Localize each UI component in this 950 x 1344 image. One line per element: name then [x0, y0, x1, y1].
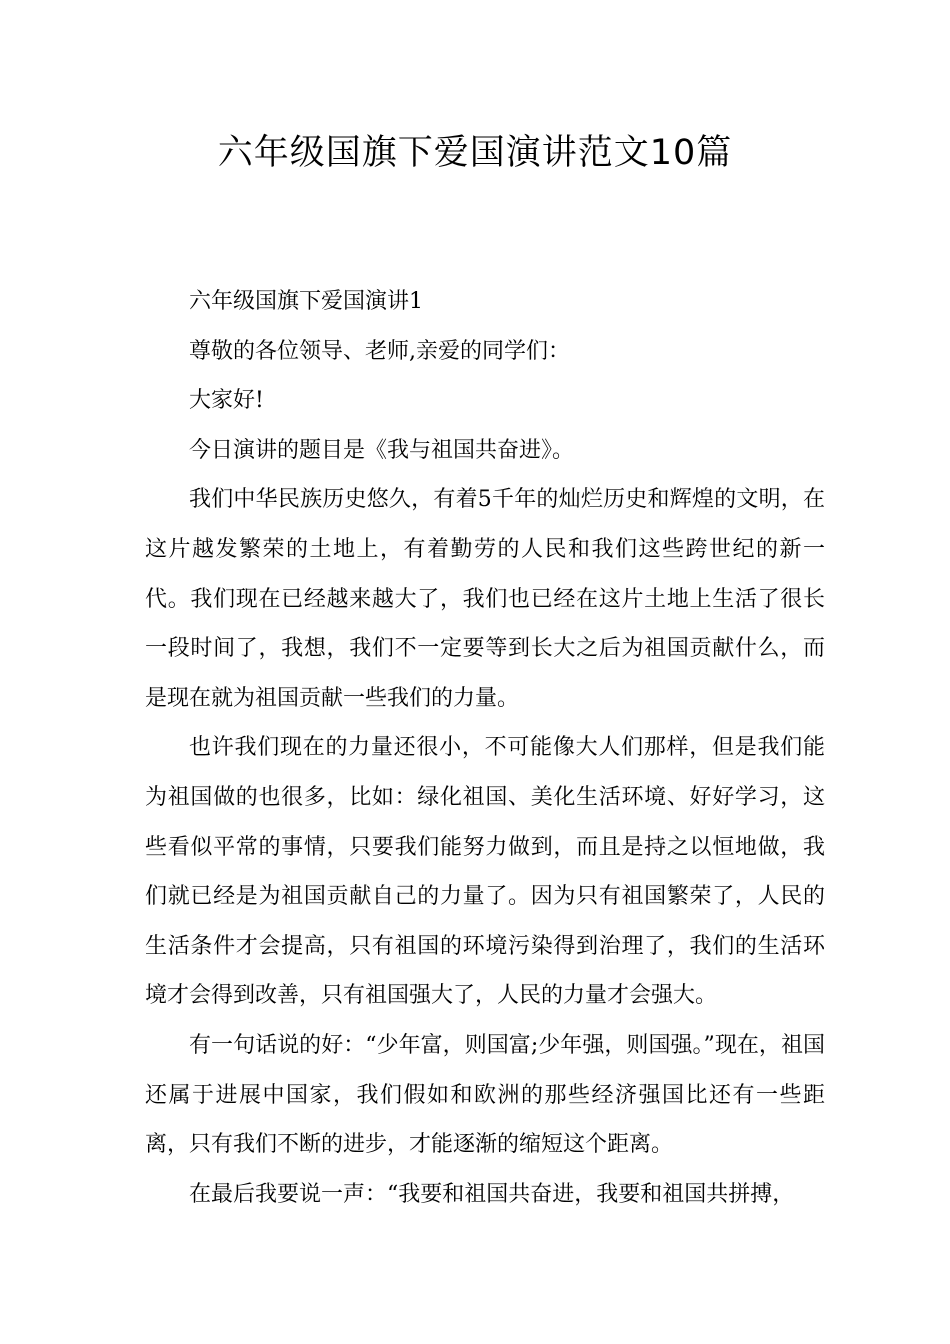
document-title: 六年级国旗下爱国演讲范文10篇	[217, 133, 733, 173]
paragraph-topic: 今日演讲的题目是《我与祖国共奋进》。	[189, 437, 575, 463]
document-body	[145, 277, 825, 1219]
paragraph: 我们中华民族历史悠久，有着5千年的灿烂历史和辉煌的文明，在这片越发繁荣的土地上，有着勤劳的人民和我们这些跨世纪的新一代。我们现在已经越来越大了，我们也已经在这片土地上生活了很长一段时间了，我想，我们不一定要等到长大之后为祖国贡献什么，而是现在就为祖国贡献一些我们的力量。	[145, 487, 825, 711]
paragraph: 也许我们现在的力量还很小，不可能像大人们那样，但是我们能为祖国做的也很多，比如：绿化祖国、美化生活环境、好好学习，这些看似平常的事情，只要我们能努力做到，而且是持之以恒地做，我们就已经是为祖国贡献自己的力量了。因为只有祖国繁荣了，人民的生活条件才会提高，只有祖国的环境污染得到治理了，我们的生活环境才会得到改善，只有祖国强大了，人民的力量才会强大。	[145, 735, 825, 1009]
paragraph-greeting: 大家好!	[189, 388, 264, 414]
paragraph: 有一句话说的好：“少年富，则国富;少年强，则国强。”现在，祖国还属于进展中国家，我们假如和欧洲的那些经济强国比还有一些距离，只有我们不断的进步，才能逐渐的缩短这个距离。	[145, 1032, 825, 1158]
paragraph: 在最后我要说一声：“我要和祖国共奋进，我要和祖国共拼搏，	[189, 1181, 795, 1207]
paragraph-heading: 六年级国旗下爱国演讲1	[189, 289, 423, 314]
paragraph-salutation: 尊敬的各位领导、老师,亲爱的同学们：	[189, 338, 570, 364]
